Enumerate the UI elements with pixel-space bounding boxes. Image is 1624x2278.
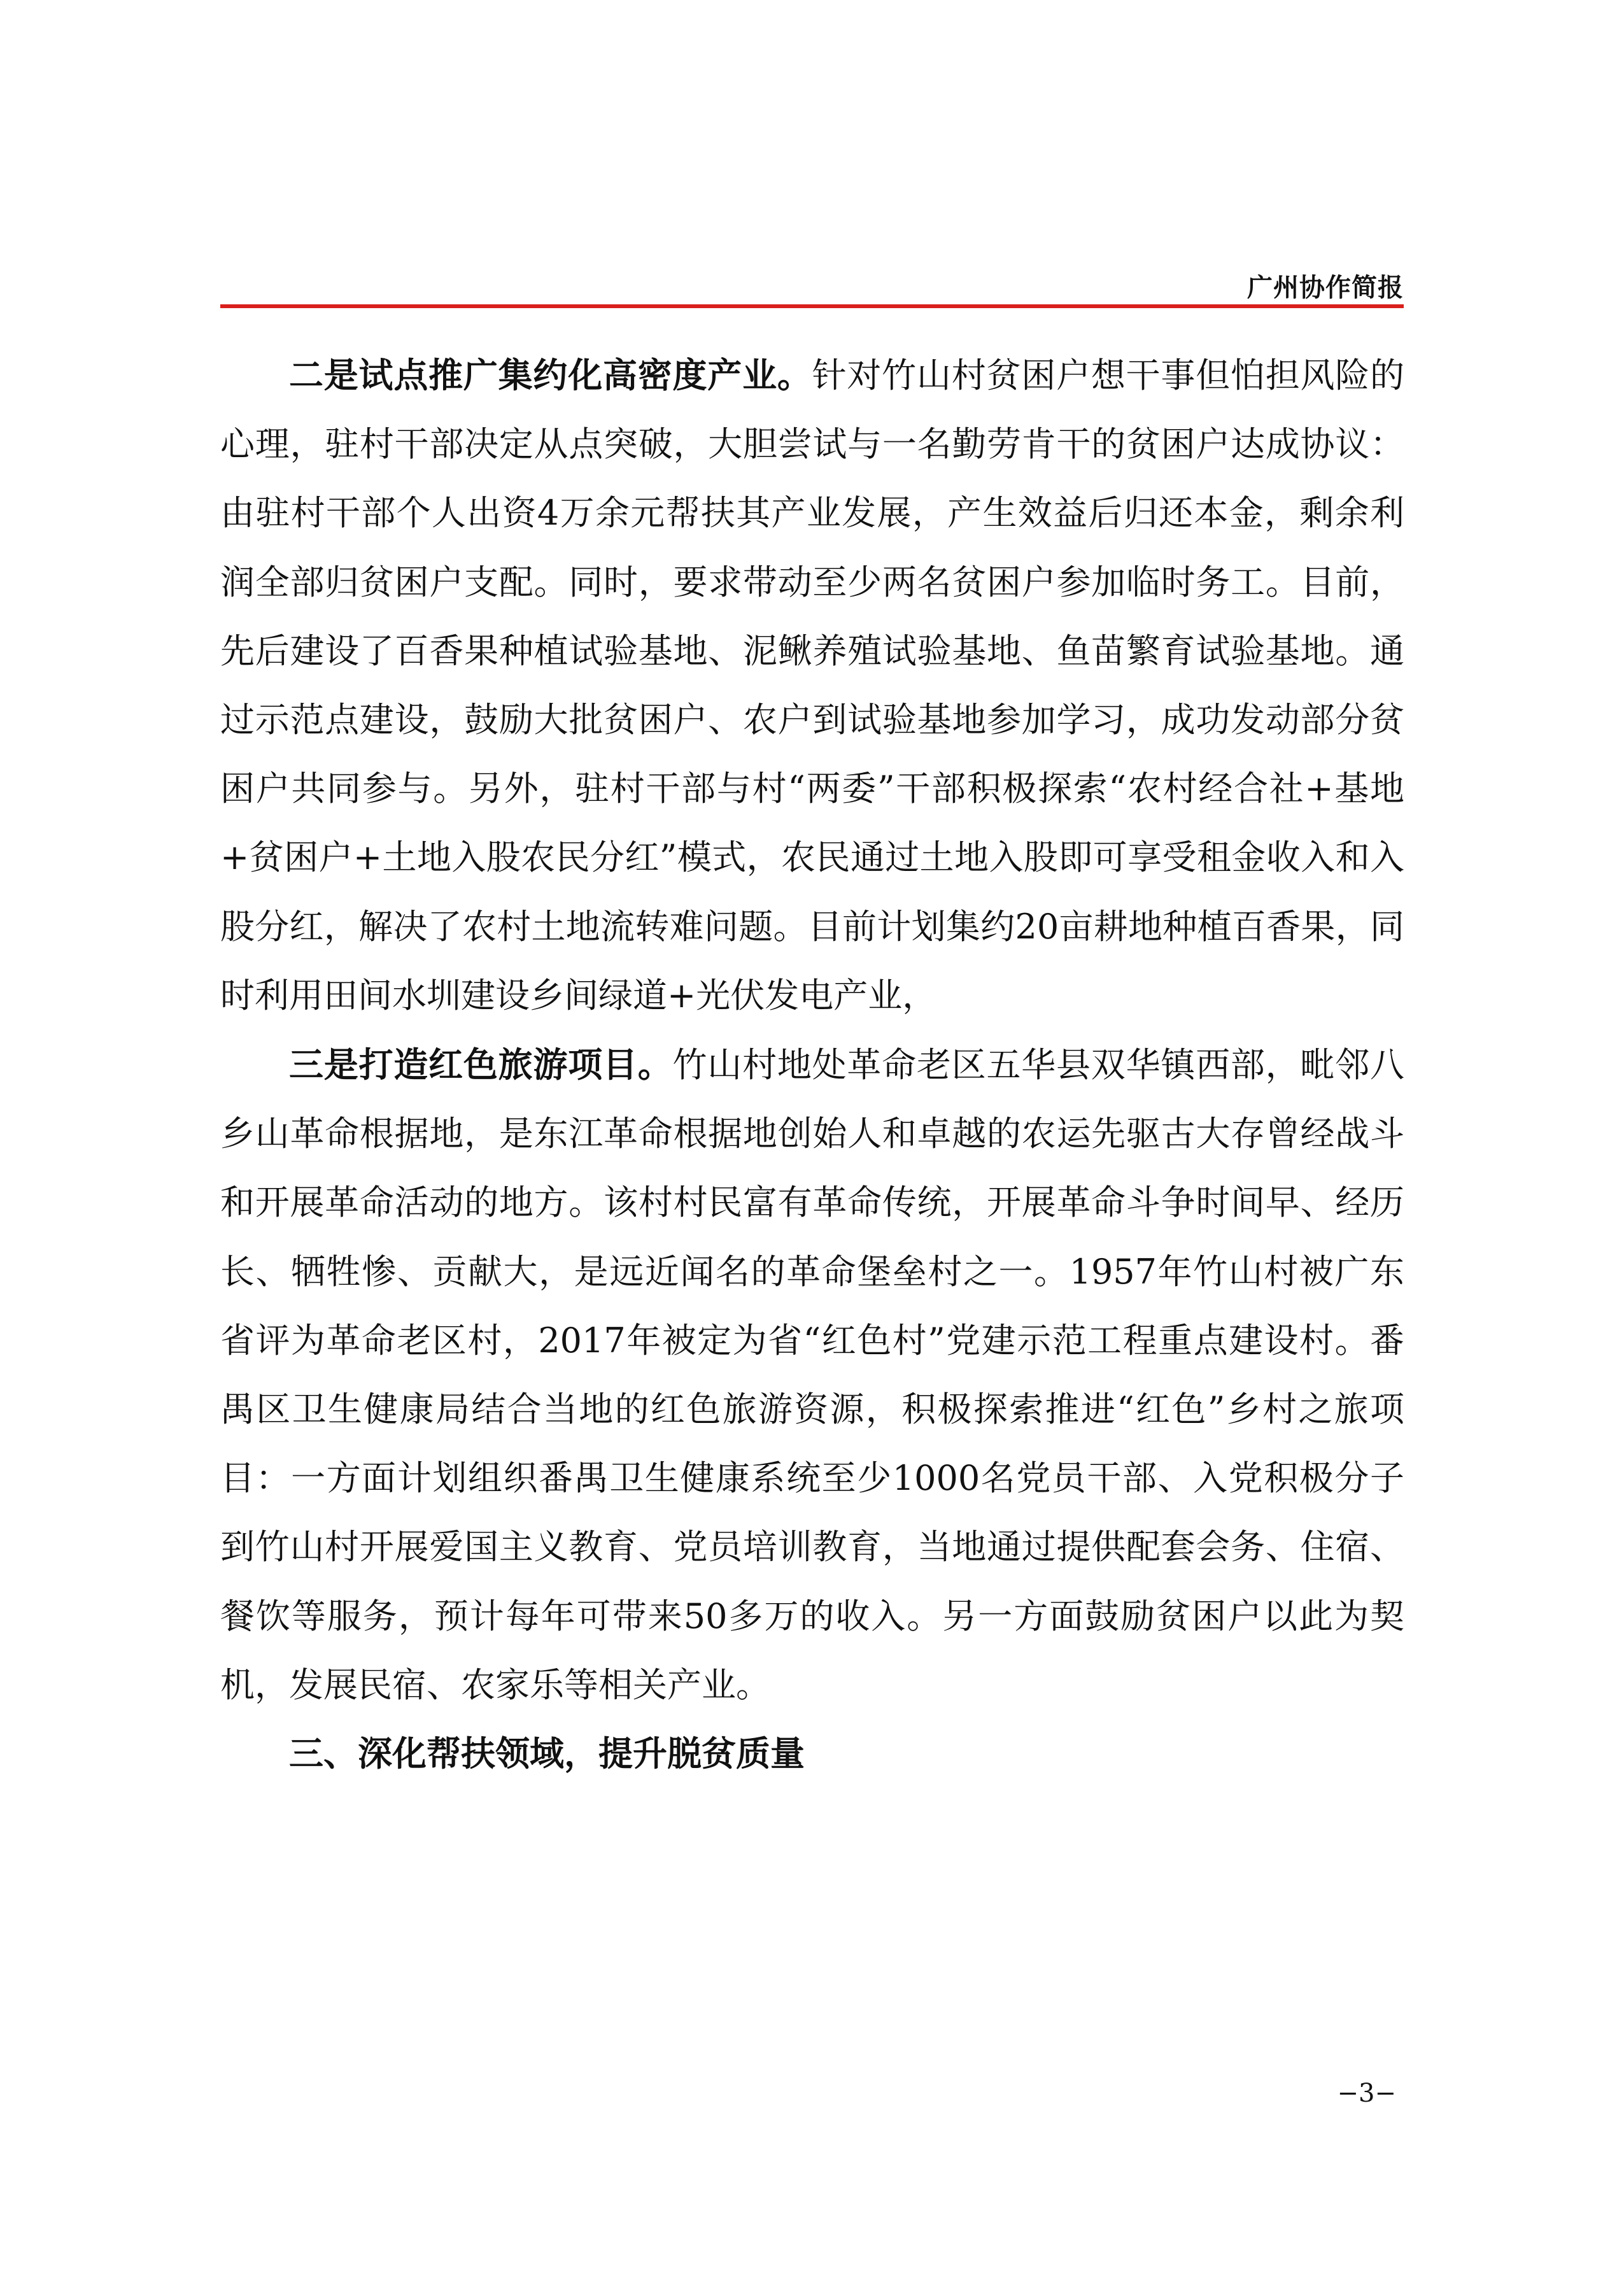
paragraph-text: 竹山村地处革命老区五华县双华镇西部，毗邻八乡山革命根据地，是东江革命根据地创始人和卓越的农运先驱古大存曾经战斗和开展革命活动的地方。该村村民富有革命传统，开展革命斗争时间早、经历长、牺牲惨、贡献大，是远近闻名的革命堡垒村之一。1957年竹山村被广东省评为革命老区村，2017年被定为省“红色村”党建示范工程重点建设村。番禺区卫生健康局结合当地的红色旅游资源，积极探索推进“红色”乡村之旅项目：一方面计划组织番禺卫生健康系统至少1000名党员干部、入党积极分子到竹山村开展爱国主义教育、党员培训教育，当地通过提供配套会务、住宿、餐饮等服务，预计每年可带来50多万的收入。另一方面鼓励贫困户以此为契机，发展民宿、农家乐等相关产业。 [220,1045,1404,1705]
paragraph-pilot-industry [220,341,1404,1030]
paragraph-lead: 二是试点推广集约化高密度产业。 [289,355,812,395]
section-heading: 三、深化帮扶领域，提升脱贫质量 [289,1734,805,1774]
paragraph-text: 针对竹山村贫困户想干事但怕担风险的心理，驻村干部决定从点突破，大胆尝试与一名勤劳肯干的贫困户达成协议：由驻村干部个人出资4万余元帮扶其产业发展，产生效益后归还本金，剩余利润全部归贫困户支配。同时，要求带动至少两名贫困户参加临时务工。目前，先后建设了百香果种植试验基地、泥鳅养殖试验基地、鱼苗繁育试验基地。通过示范点建设，鼓励大批贫困户、农户到试验基地参加学习，成功发动部分贫困户共同参与。另外，驻村干部与村“两委”干部积极探索“农村经合社+基地+贫困户+土地入股农民分红”模式，农民通过土地入股即可享受租金收入和入股分红，解决了农村土地流转难问题。目前计划集约20亩耕地种植百香果，同时利用田间水圳建设乡间绿道+光伏发电产业， [220,355,1405,1015]
publication-title: 广州协作简报 [1247,272,1404,302]
page-number: −3− [1337,2079,1396,2108]
document-body [220,341,1404,1788]
paragraph-lead: 三是打造红色旅游项目。 [289,1044,673,1086]
header-divider [220,304,1404,308]
paragraph-red-tourism [220,1030,1404,1720]
